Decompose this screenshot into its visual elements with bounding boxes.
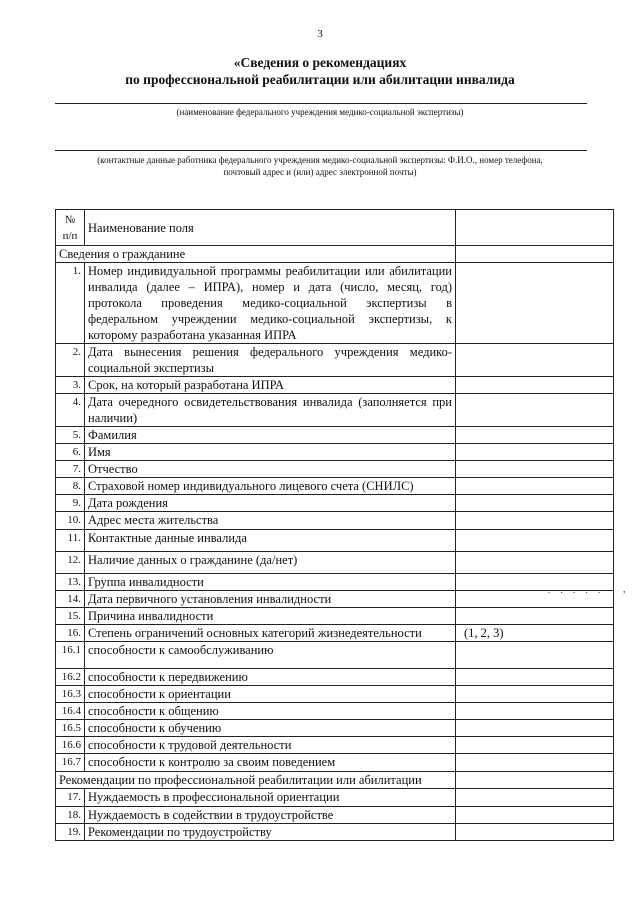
field-name: Дата первичного установления инвалидности (85, 591, 456, 608)
field-name: Отчество (85, 461, 456, 478)
row-number: 8. (56, 478, 85, 495)
row-number: 6. (56, 444, 85, 461)
field-name: Номер индивидуальной программы реабилитации или абилитации инвалида (далее – ИПРА), номер и дата (число, месяц, год) протокола проведения медико-социальной экспертизы в федеральном учреждении медико-социальной экспертизы, к которому разработана указанная ИПРА (85, 263, 456, 344)
field-name: Дата очередного освидетельствования инвалида (заполняется при наличии) (85, 394, 456, 427)
row-number: 16.6 (56, 737, 85, 754)
table-row (56, 686, 614, 703)
section-title: Рекомендации по профессиональной реабилитации или абилитации (56, 772, 456, 789)
field-value[interactable] (456, 530, 614, 552)
field-name: Дата вынесения решения федерального учреждения медико-социальной экспертизы (85, 344, 456, 377)
row-number: 16.3 (56, 686, 85, 703)
table-row (56, 574, 614, 591)
table-row (56, 552, 614, 574)
table-row (56, 807, 614, 824)
table-row (56, 824, 614, 841)
table-row (56, 495, 614, 512)
table-row (56, 789, 614, 807)
row-number: 14. (56, 591, 85, 608)
field-name: Адрес места жительства (85, 512, 456, 530)
field-value[interactable] (456, 737, 614, 754)
table-row (56, 530, 614, 552)
row-number: 11. (56, 530, 85, 552)
field-name: способности к передвижению (85, 669, 456, 686)
field-name: Имя (85, 444, 456, 461)
table-row (56, 642, 614, 669)
contact-caption-line-2: почтовый адрес и (или) адрес электронной почты) (223, 167, 417, 177)
field-name: Причина инвалидности (85, 608, 456, 625)
section-row (56, 246, 614, 263)
field-name: Рекомендации по трудоустройству (85, 824, 456, 841)
document-title (0, 54, 640, 88)
field-value[interactable] (456, 552, 614, 574)
field-value[interactable] (456, 461, 614, 478)
row-number: 15. (56, 608, 85, 625)
institution-name-line[interactable] (55, 103, 587, 104)
row-number: 5. (56, 427, 85, 444)
field-value[interactable] (456, 642, 614, 669)
header-value[interactable] (456, 210, 614, 246)
row-number: 10. (56, 512, 85, 530)
section-value-cell (456, 772, 614, 789)
row-number: 1. (56, 263, 85, 344)
field-value[interactable] (456, 495, 614, 512)
field-name: Фамилия (85, 427, 456, 444)
field-value[interactable] (456, 478, 614, 495)
field-value[interactable] (456, 377, 614, 394)
field-name: Нуждаемость в профессиональной ориентации (85, 789, 456, 807)
field-name: Наличие данных о гражданине (да/нет) (85, 552, 456, 574)
table-row (56, 444, 614, 461)
row-number: 16.1 (56, 642, 85, 669)
table-row (56, 377, 614, 394)
field-value[interactable] (456, 669, 614, 686)
field-name: способности к ориентации (85, 686, 456, 703)
header-name: Наименование поля (85, 210, 456, 246)
field-name: способности к самообслуживанию (85, 642, 456, 669)
section-row (56, 772, 614, 789)
field-name: способности к обучению (85, 720, 456, 737)
row-number: 16.7 (56, 754, 85, 772)
table-row (56, 263, 614, 344)
table-header-row (56, 210, 614, 246)
field-value[interactable] (456, 807, 614, 824)
table-row (56, 754, 614, 772)
field-value[interactable] (456, 824, 614, 841)
field-value[interactable] (456, 427, 614, 444)
field-name: Страховой номер индивидуального лицевого счета (СНИЛС) (85, 478, 456, 495)
section-value-cell (456, 246, 614, 263)
table-row (56, 591, 614, 608)
table-row (56, 608, 614, 625)
section-title: Сведения о гражданине (56, 246, 456, 263)
field-name: способности к контролю за своим поведением (85, 754, 456, 772)
row-number: 17. (56, 789, 85, 807)
field-value[interactable] (456, 344, 614, 377)
row-number: 16. (56, 625, 85, 642)
title-line-2: по профессиональной реабилитации или абилитации инвалида (125, 72, 515, 87)
table-row (56, 512, 614, 530)
row-number: 12. (56, 552, 85, 574)
row-number: 16.4 (56, 703, 85, 720)
field-name: Группа инвалидности (85, 574, 456, 591)
table-row (56, 625, 614, 642)
row-number: 19. (56, 824, 85, 841)
table-row (56, 394, 614, 427)
field-value[interactable] (456, 512, 614, 530)
table-row (56, 478, 614, 495)
field-name: Срок, на который разработана ИПРА (85, 377, 456, 394)
field-name: Нуждаемость в содействии в трудоустройстве (85, 807, 456, 824)
contact-data-line[interactable] (55, 150, 587, 151)
table-row (56, 427, 614, 444)
title-line-1: «Сведения о рекомендациях (233, 55, 407, 70)
scan-artifact-dots: . . . . . (548, 585, 605, 595)
field-value[interactable] (456, 789, 614, 807)
institution-name-caption: (наименование федерального учреждения медико-социальной экспертизы) (176, 107, 464, 117)
field-value[interactable] (456, 608, 614, 625)
field-name: способности к общению (85, 703, 456, 720)
field-value[interactable] (456, 703, 614, 720)
table-row (56, 720, 614, 737)
table-row (56, 344, 614, 377)
row-number: 16.5 (56, 720, 85, 737)
row-number: 3. (56, 377, 85, 394)
row-number: 18. (56, 807, 85, 824)
contact-data-caption (0, 154, 640, 178)
field-value[interactable] (456, 263, 614, 344)
page-number: 3 (317, 28, 323, 40)
table-row (56, 669, 614, 686)
field-value[interactable] (456, 720, 614, 737)
scan-artifact-mark: , (623, 584, 626, 595)
field-value[interactable] (456, 754, 614, 772)
field-value[interactable]: (1, 2, 3) (456, 625, 614, 642)
recommendations-form-table (55, 209, 614, 841)
field-name: Контактные данные инвалида (85, 530, 456, 552)
row-number: 4. (56, 394, 85, 427)
table-row (56, 737, 614, 754)
header-num: № п/п (56, 210, 85, 246)
field-name: способности к трудовой деятельности (85, 737, 456, 754)
row-number: 13. (56, 574, 85, 591)
field-value[interactable] (456, 686, 614, 703)
row-number: 2. (56, 344, 85, 377)
row-number: 7. (56, 461, 85, 478)
field-value[interactable] (456, 444, 614, 461)
table-row (56, 461, 614, 478)
table-row (56, 703, 614, 720)
row-number: 16.2 (56, 669, 85, 686)
field-value[interactable] (456, 394, 614, 427)
field-name: Дата рождения (85, 495, 456, 512)
row-number: 9. (56, 495, 85, 512)
contact-caption-line-1: (контактные данные работника федерального учреждения медико-социальной экспертизы: Ф.И.О., номер телефона, (97, 155, 543, 165)
field-name: Степень ограничений основных категорий жизнедеятельности (85, 625, 456, 642)
